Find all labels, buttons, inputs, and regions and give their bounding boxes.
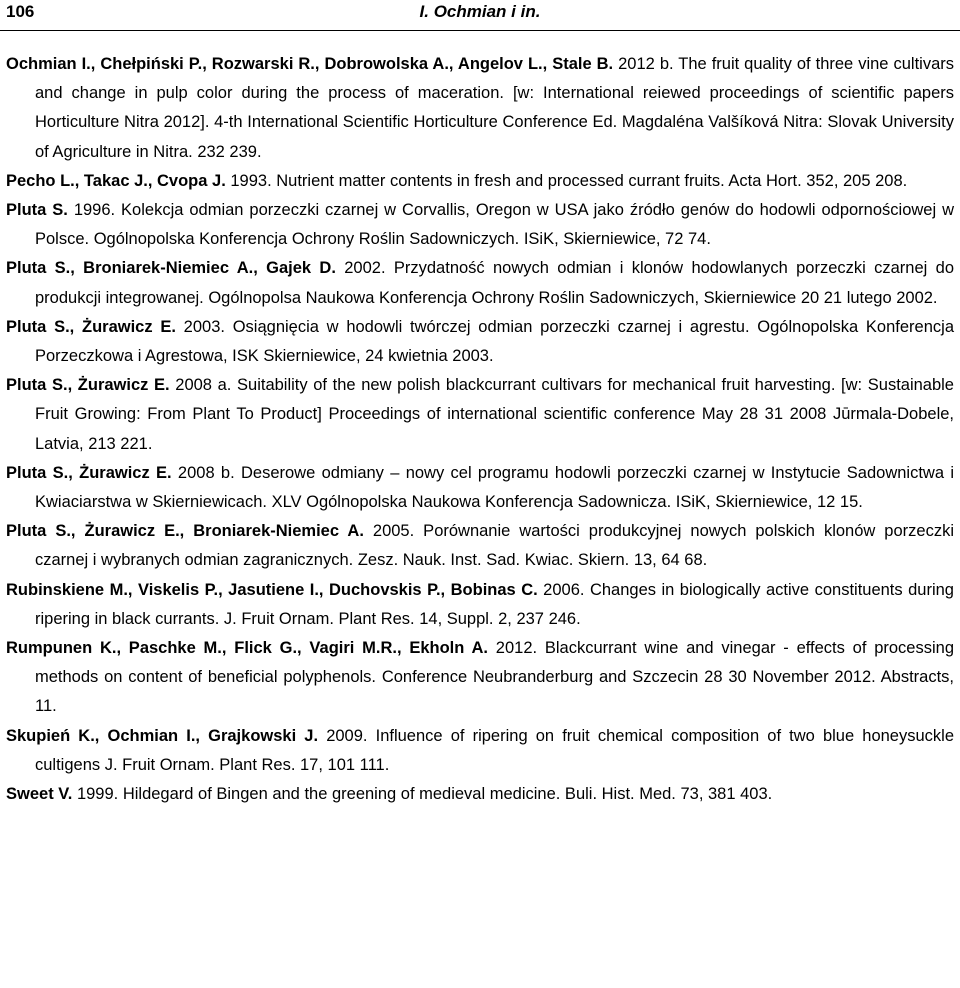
reference-entry xyxy=(0,313,960,371)
reference-authors: Pluta S., Broniarek-Niemiec A., Gajek D. xyxy=(6,259,336,278)
reference-text: 2003. Osiągnięcia w hodowli twórczej odmian porzeczki czarnej i agrestu. Ogólnopolska Konferencja Porzeczkowa i Agrestowa, ISK Skierniewice, 24 kwietnia 2003. xyxy=(35,317,954,366)
reference-authors: Pluta S. xyxy=(6,201,68,220)
reference-text: 2005. Porównanie wartości produkcyjnej nowych polskich klonów porzeczki czarnej i wybranych odmian zagranicznych. Zesz. Nauk. Inst. Sad. Kwiac. Skiern. 13, 64 68. xyxy=(35,522,954,570)
page-number: 106 xyxy=(6,2,35,21)
running-head: I. Ochmian i in. xyxy=(419,2,541,21)
reference-entry xyxy=(0,167,960,196)
reference-authors: Pluta S., Żurawicz E., Broniarek-Niemiec A. xyxy=(6,522,364,541)
reference-entry xyxy=(0,517,960,575)
reference-authors: Rumpunen K., Paschke M., Flick G., Vagiri M.R., Ekholn A. xyxy=(6,639,489,658)
reference-text: 2008 b. Deserowe odmiany – nowy cel programu hodowli porzeczki czarnej w Instytucie Sadownictwa i Kwiaciarstwa w Skierniewicach. XLV Ogólnopolska Naukowa Konferencja Sadownicza. ISiK, Skierniewice, 12 15. xyxy=(35,463,954,512)
reference-text: 2012 b. The fruit quality of three vine cultivars and change in pulp color during the process of maceration. [w: International reiewed proceedings of scientific papers Horticulture Nitra 2012]. 4-th International Scientific Horticulture Conference Ed. Magdaléna Valšíková Nitra: Slovak University of Agriculture in Nitra. 232 239. xyxy=(35,55,954,161)
reference-entry xyxy=(0,50,960,167)
reference-authors: Sweet V. xyxy=(6,785,73,804)
reference-text: 2012. Blackcurrant wine and vinegar - effects of processing methods on content of beneficial polyphenols. Conference Neubranderburg and Szczecin 28 30 November 2012. Abstracts, 11. xyxy=(35,639,954,716)
reference-authors: Rubinskiene M., Viskelis P., Jasutiene I., Duchovskis P., Bobinas C. xyxy=(6,580,538,599)
reference-text: 1996. Kolekcja odmian porzeczki czarnej w Corvallis, Oregon w USA jako źródło genów do hodowli odpornościowej w Polsce. Ogólnopolska Konferencja Ochrony Roślin Sadowniczych. ISiK, Skierniewice, 72 74. xyxy=(35,201,954,249)
reference-entry xyxy=(0,459,960,517)
reference-entry xyxy=(0,371,960,459)
page-header xyxy=(0,0,960,31)
reference-text: 2008 a. Suitability of the new polish blackcurrant cultivars for mechanical fruit harvesting. [w: Sustainable Fruit Growing: From Plant To Product] Proceedings of international scientific conference May 28 31 2008 Jūrmala-Dobele, Latvia, 213 221. xyxy=(35,376,954,453)
reference-authors: Skupień K., Ochmian I., Grajkowski J. xyxy=(6,726,319,745)
reference-text: 2009. Influence of ripering on fruit chemical composition of two blue honeysuckle cultigens J. Fruit Ornam. Plant Res. 17, 101 111. xyxy=(35,726,955,774)
reference-authors: Pluta S., Żurawicz E. xyxy=(6,463,172,482)
reference-authors: Pluta S., Żurawicz E. xyxy=(6,317,176,336)
reference-entry xyxy=(0,196,960,254)
reference-entry xyxy=(0,576,960,634)
reference-text: 1993. Nutrient matter contents in fresh and processed currant fruits. Acta Hort. 352, 205 208. xyxy=(225,171,908,190)
reference-entry xyxy=(0,780,960,809)
reference-text: 2006. Changes in biologically active constituents during ripering in black currants. J. Fruit Ornam. Plant Res. 14, Suppl. 2, 237 246. xyxy=(35,580,954,628)
reference-entry xyxy=(0,634,960,722)
reference-entry xyxy=(0,722,960,780)
reference-text: 1999. Hildegard of Bingen and the greening of medieval medicine. Buli. Hist. Med. 73, 381 403. xyxy=(72,785,773,804)
reference-entry xyxy=(0,254,960,312)
reference-authors: Pluta S., Żurawicz E. xyxy=(6,376,170,395)
reference-text: 2002. Przydatność nowych odmian i klonów hodowlanych porzeczki czarnej do produkcji integrowanej. Ogólnopolsa Naukowa Konferencja Ochrony Roślin Sadowniczych, Skierniewice 20 21 lutego 2002. xyxy=(35,259,954,307)
reference-list xyxy=(0,50,960,809)
reference-authors: Ochmian I., Chełpiński P., Rozwarski R., Dobrowolska A., Angelov L., Stale B. xyxy=(6,55,614,73)
reference-authors: Pecho L., Takac J., Cvopa J. xyxy=(6,171,226,190)
